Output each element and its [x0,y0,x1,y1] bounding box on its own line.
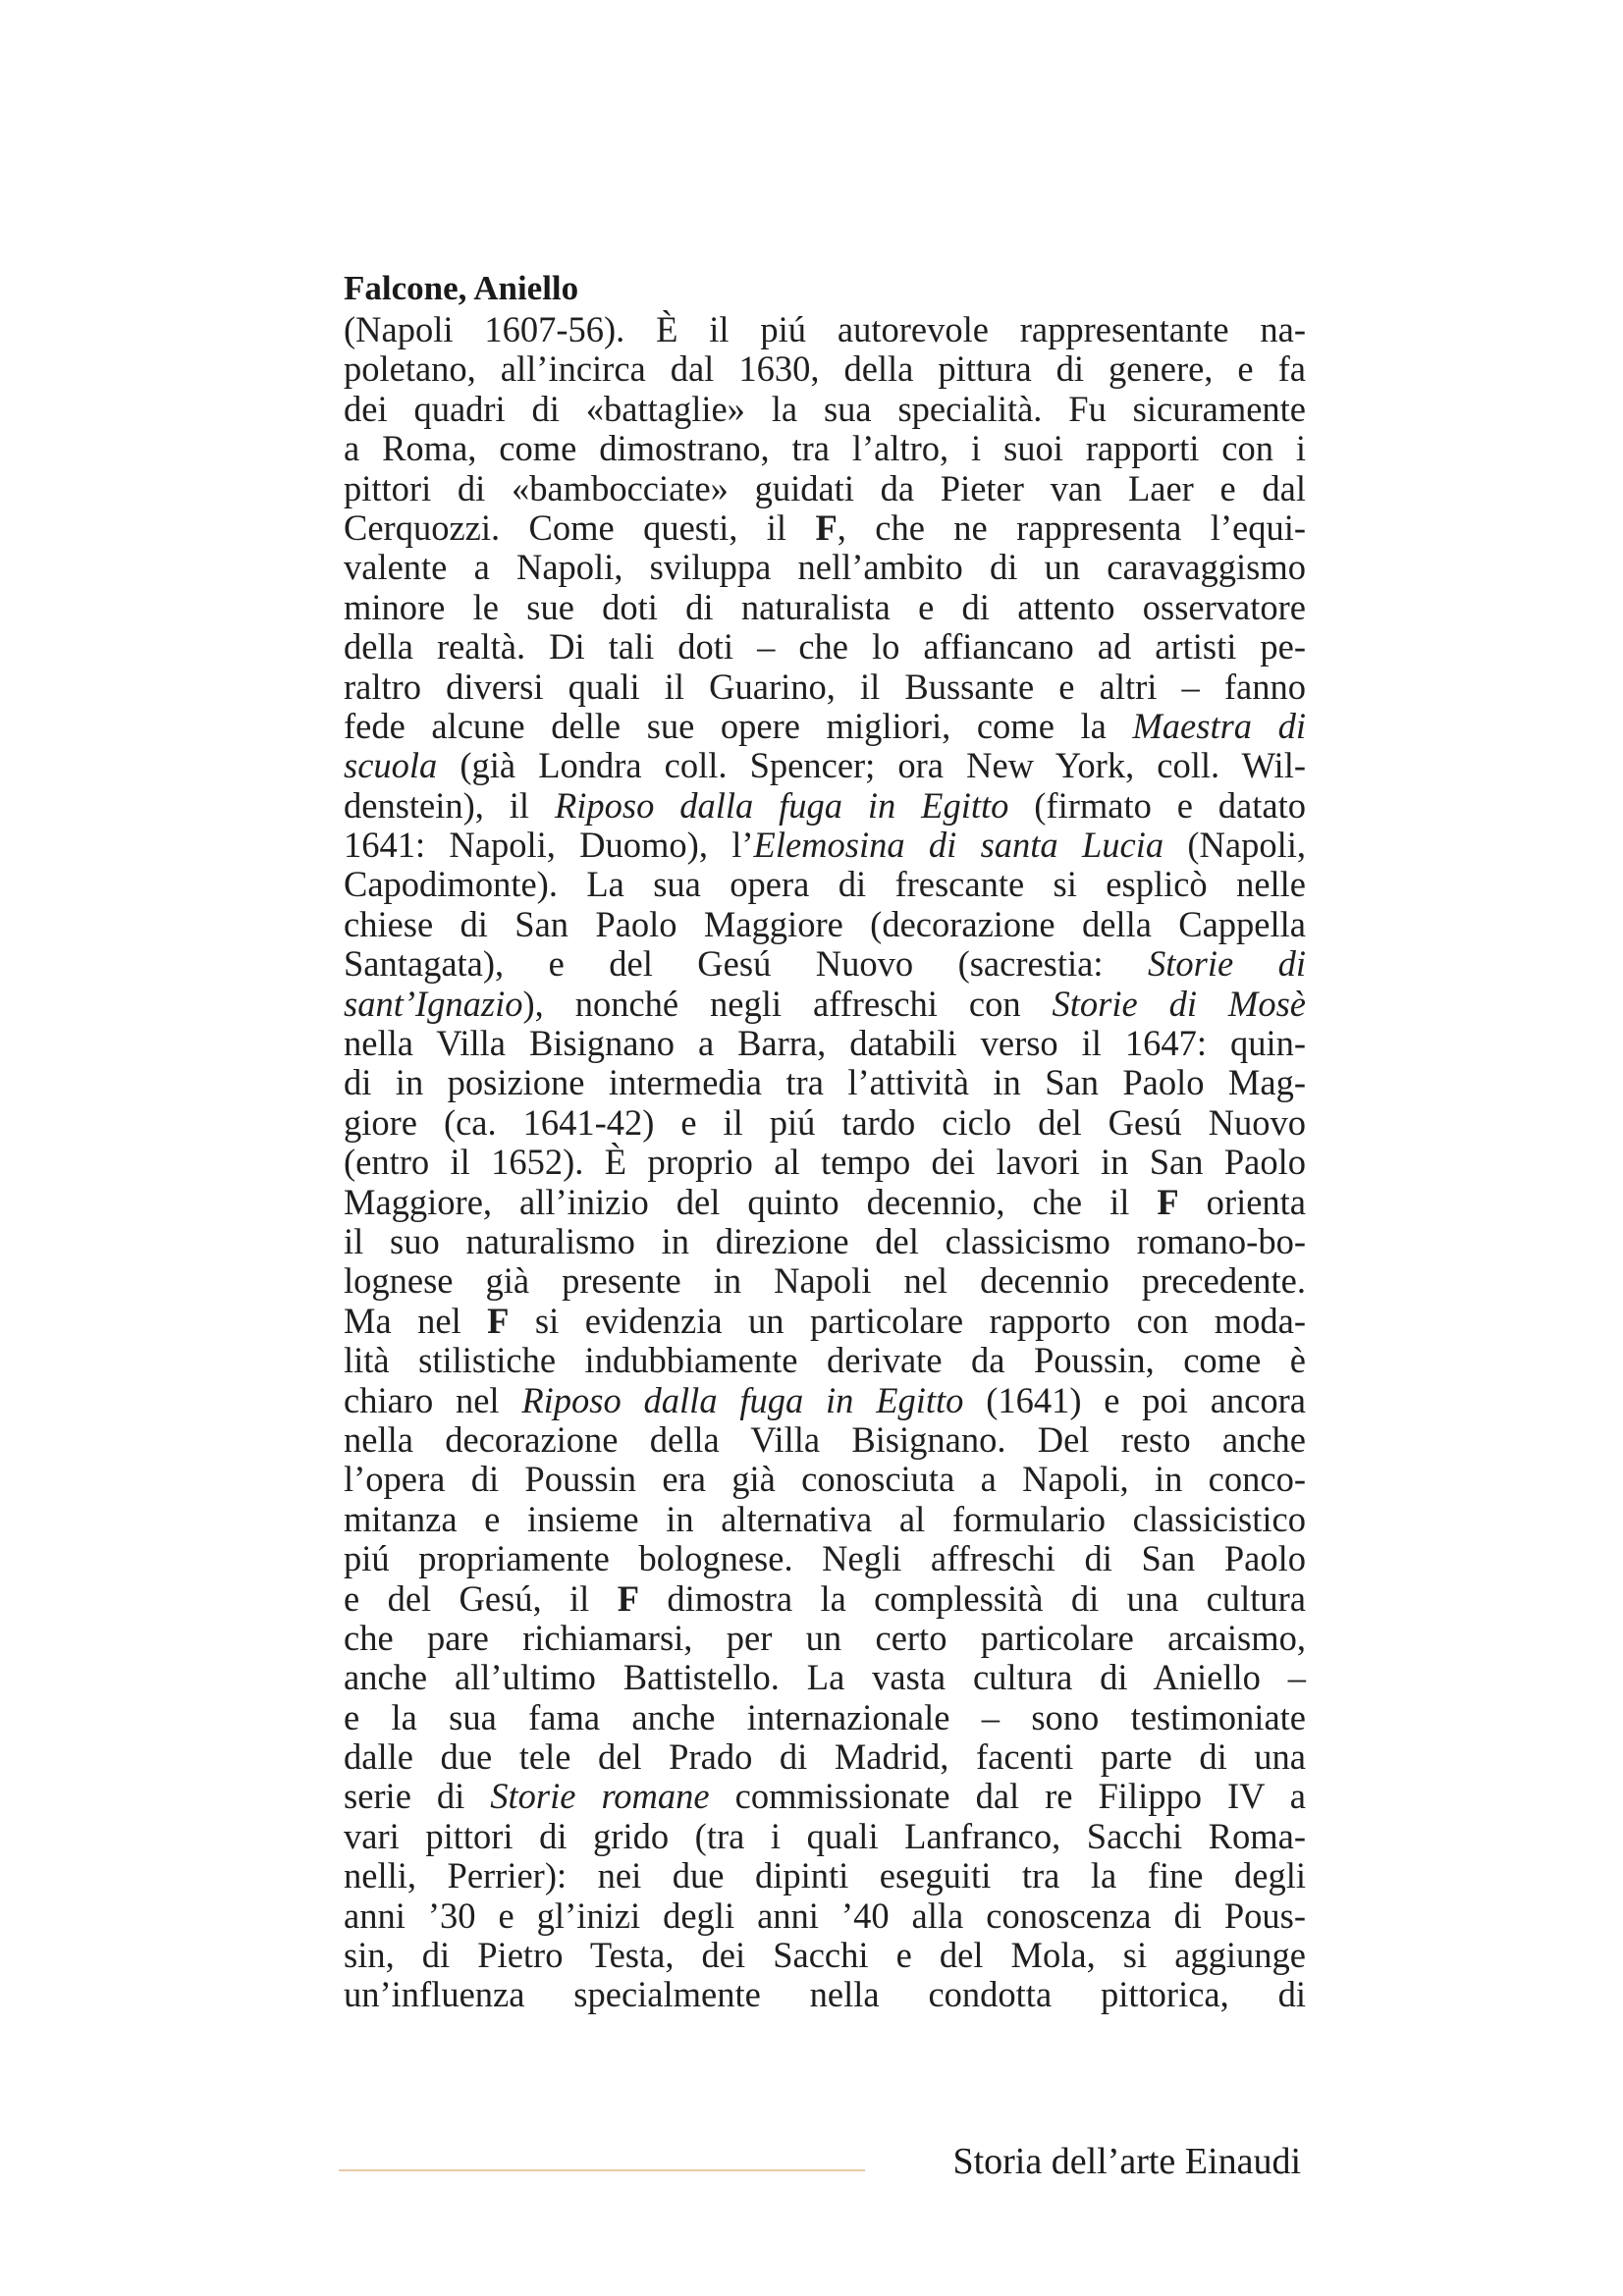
text-run: giore (ca. 1641-42) e il piú tardo ciclo del Gesú Nuovo [344,1101,1306,1143]
italic-title: Storie di [1147,943,1306,985]
text-line [344,786,1306,826]
encyclopedia-entry [344,267,1306,2015]
text-run: 1641: Napoli, Duomo), l’ [344,825,754,866]
text-run: anni ’30 e gl’inizi degli anni ’40 alla conoscenza di Pous- [344,1895,1306,1936]
text-line [344,985,1306,1024]
text-line [344,944,1306,984]
text-line [344,1222,1306,1261]
bold-abbrev: F [815,507,838,548]
text-run: nella Villa Bisignano a Barra, databili verso il 1647: quin- [344,1023,1306,1064]
text-line [344,588,1306,627]
text-run: dalle due tele del Prado di Madrid, facenti parte di una [344,1736,1306,1778]
text-run: Maggiore, all’inizio del quinto decennio, che il [344,1181,1158,1222]
text-run: raltro diversi quali il Guarino, il Bussante e altri – fanno [344,666,1306,707]
text-line [344,667,1306,707]
text-run: lognese già presente in Napoli nel decennio precedente. [344,1260,1306,1302]
text-run: chiaro nel [344,1379,522,1420]
text-run: che pare richiamarsi, per un certo particolare arcaismo, [344,1617,1306,1658]
text-line [344,1698,1306,1737]
text-line [344,1302,1306,1341]
text-line [344,1539,1306,1578]
text-run: dei quadri di «battaglie» la sua specialità. Fu sicuramente [344,388,1306,429]
text-run: denstein), il [344,784,555,826]
text-line [344,746,1306,785]
text-run: si evidenzia un particolare rapporto con moda- [509,1300,1306,1341]
footer-publisher: Storia dell’arte Einaudi [952,2141,1301,2182]
text-line [344,469,1306,508]
text-run: a Roma, come dimostrano, tra l’altro, i suoi rapporti con i [344,428,1306,469]
text-line [344,1856,1306,1896]
text-line [344,826,1306,865]
text-run: un’influenza specialmente nella condotta pittorica, di [344,1974,1306,2015]
text-run: sin, di Pietro Testa, dei Sacchi e del Mola, si aggiunge [344,1935,1306,1976]
text-line [344,508,1306,548]
text-run: valente a Napoli, sviluppa nell’ambito di un caravaggismo [344,547,1306,588]
text-line [344,1975,1306,2014]
text-run: Cerquozzi. Come questi, il [344,507,816,548]
text-line [344,1896,1306,1936]
text-line [344,1063,1306,1102]
text-line [344,1103,1306,1143]
text-run: Ma nel [344,1300,488,1341]
text-run: ), nonché negli affreschi con [522,983,1053,1024]
page-footer [339,2140,1301,2189]
text-line [344,1024,1306,1063]
text-run: orienta [1178,1181,1306,1222]
text-run: Santagata), e del Gesú Nuovo (sacrestia: [344,943,1148,985]
text-run: e del Gesú, il [344,1577,618,1619]
text-line [344,1777,1306,1816]
text-run: poletano, all’incirca dal 1630, della pittura di genere, e fa [344,348,1306,390]
italic-title: Elemosina di santa Lucia [753,825,1164,866]
text-run: (Napoli, [1163,825,1306,866]
text-line [344,707,1306,746]
text-line [344,905,1306,944]
text-run: (entro il 1652). È proprio al tempo dei lavori in San Paolo [344,1142,1306,1183]
text-line [344,1183,1306,1222]
italic-title: Storie di Mosè [1052,983,1306,1024]
text-line [344,627,1306,667]
text-run: (1641) e poi ancora [963,1379,1306,1420]
text-line [344,390,1306,429]
text-run: l’opera di Poussin era già conosciuta a Napoli, in conco- [344,1459,1306,1500]
text-line [344,1737,1306,1777]
text-run: nella decorazione della Villa Bisignano. Del resto anche [344,1418,1306,1460]
text-run: Capodimonte). La sua opera di frescante si esplicò nelle [344,864,1306,905]
text-run: commissionate dal re Filippo IV a [709,1776,1306,1817]
text-line [344,1381,1306,1420]
text-run: (firmato e datato [1008,784,1306,826]
text-run: minore le sue doti di naturalista e di attento osservatore [344,586,1306,627]
text-line [344,548,1306,587]
text-line [344,1500,1306,1539]
italic-title: Maestra di [1132,705,1307,746]
text-run: mitanza e insieme in alternativa al formulario classicistico [344,1498,1306,1539]
text-run: serie di [344,1776,491,1817]
text-line [344,1420,1306,1460]
text-line [344,1658,1306,1697]
text-line [344,349,1306,389]
text-run: pittori di «bambocciate» guidati da Pieter van Laer e dal [344,467,1306,508]
text-line [344,310,1306,349]
text-line [344,1261,1306,1301]
bold-abbrev: F [487,1300,510,1341]
bold-abbrev: F [617,1577,639,1619]
italic-title: Riposo dalla fuga in Egitto [521,1379,964,1420]
text-line [344,429,1306,468]
text-run: il suo naturalismo in direzione del classicismo romano-bo- [344,1220,1306,1261]
text-run: della realtà. Di tali doti – che lo affiancano ad artisti pe- [344,626,1306,667]
text-line [344,1936,1306,1975]
italic-title: sant’Ignazio [344,983,523,1024]
text-line [344,1619,1306,1658]
text-run: di in posizione intermedia tra l’attività in San Paolo Mag- [344,1062,1306,1103]
text-run: , che ne rappresenta l’equi- [837,507,1306,548]
text-line [344,1341,1306,1380]
text-run: nelli, Perrier): nei due dipinti eseguiti tra la fine degli [344,1855,1306,1896]
text-run: dimostra la complessità di una cultura [638,1577,1307,1619]
text-run: lità stilistiche indubbiamente derivate da Poussin, come è [344,1340,1306,1381]
text-line [344,1579,1306,1619]
text-run: fede alcune delle sue opere migliori, come la [344,705,1133,746]
text-run: anche all’ultimo Battistello. La vasta cultura di Aniello – [344,1657,1306,1698]
footer-rule [339,2169,865,2171]
italic-title: scuola [344,745,438,786]
text-run: (già Londra coll. Spencer; ora New York, coll. Wil- [437,745,1306,786]
text-line [344,1143,1306,1182]
text-run: e la sua fama anche internazionale – sono testimoniate [344,1696,1306,1737]
text-line [344,865,1306,904]
text-run: vari pittori di grido (tra i quali Lanfranco, Sacchi Roma- [344,1815,1306,1856]
text-line [344,1817,1306,1856]
text-run: piú propriamente bolognese. Negli affreschi di San Paolo [344,1538,1306,1579]
bold-abbrev: F [1157,1181,1179,1222]
italic-title: Riposo dalla fuga in Egitto [554,784,1009,826]
entry-title: Falcone, Aniello [344,269,579,307]
text-line [344,1460,1306,1499]
entry-body [344,310,1306,2015]
text-run: (Napoli 1607-56). È il piú autorevole rappresentante na- [344,309,1306,349]
text-run: chiese di San Paolo Maggiore (decorazione della Cappella [344,903,1306,944]
italic-title: Storie romane [490,1776,710,1817]
